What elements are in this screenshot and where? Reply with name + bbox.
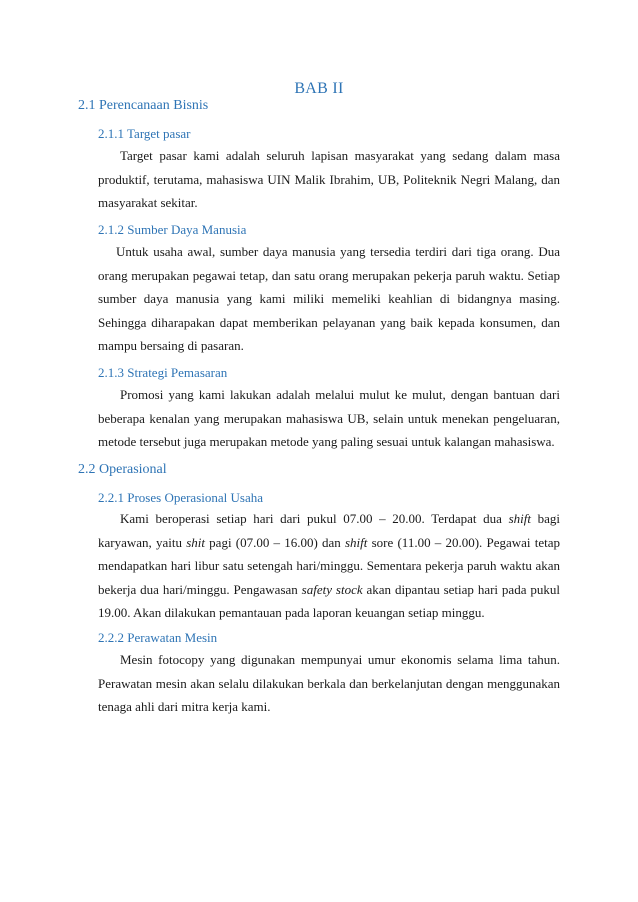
paragraph-text-part-4: sore (11.00 – 20.00). Pegawai tetap mendapatkan hari libur satu setengah hari/minggu. Sementara pekerja paruh waktu akan bekerja dua hari/minggu. Pengawasan	[98, 534, 560, 597]
emphasis-shift: shift	[508, 511, 531, 526]
paragraph-proses-operasional	[98, 507, 560, 625]
paragraph-text: Promosi yang kami lakukan adalah melalui mulut ke mulut, dengan bantuan dari beberapa kenalan yang merupakan mahasiswa UB, selain untuk menekan pengeluaran, metode tersebut juga merupakan metode yang paling sesuai untuk kalangan mahasiswa.	[98, 387, 560, 449]
paragraph-text-part-5: akan dipantau setiap hari pada pukul 19.00. Akan dilakukan pemantauan pada laporan keuangan setiap minggu.	[98, 581, 560, 620]
emphasis-shit: shit	[186, 534, 205, 550]
paragraph-text: Untuk usaha awal, sumber daya manusia yang tersedia terdiri dari tiga orang. Dua orang merupakan pegawai tetap, dan satu orang merupakan pekerja paruh waktu. Setiap sumber daya manusia yang kami miliki memeliki keahlian di bidangnya masing. Sehingga diharapakan dapat memberikan pelayanan yang baik kepada konsumen, dan mampu bersaing di pasaran.	[98, 244, 560, 353]
subsection-heading-2-1-1: 2.1.1 Target pasar	[98, 126, 191, 141]
paragraph-perawatan-mesin	[98, 648, 560, 719]
subsection-heading-2-1-3: 2.1.3 Strategi Pemasaran	[98, 365, 228, 380]
chapter-title: BAB II	[294, 80, 344, 97]
paragraph-sumber-daya-manusia	[98, 240, 560, 358]
emphasis-safety-stock: safety stock	[301, 581, 363, 597]
paragraph-text: Target pasar kami adalah seluruh lapisan masyarakat yang sedang dalam masa produktif, terutama, mahasiswa UIN Malik Ibrahim, UB, Politeknik Negri Malang, dan masyarakat sekitar.	[98, 148, 560, 210]
subsection-heading-2-1-2: 2.1.2 Sumber Daya Manusia	[98, 222, 247, 237]
section-heading-2-1: 2.1 Perencanaan Bisnis	[78, 98, 209, 113]
section-heading-2-2: 2.2 Operasional	[78, 462, 167, 477]
paragraph-text-part-1: Kami beroperasi setiap hari dari pukul 07.00 – 20.00. Terdapat dua	[120, 511, 509, 526]
emphasis-shift-2: shift	[345, 534, 368, 550]
subsection-heading-2-2-2: 2.2.2 Perawatan Mesin	[98, 630, 218, 645]
paragraph-text-part-3: pagi (07.00 – 16.00) dan	[204, 534, 345, 550]
subsection-heading-2-2-1: 2.2.1 Proses Operasional Usaha	[98, 490, 263, 505]
paragraph-text: Mesin fotocopy yang digunakan mempunyai umur ekonomis selama lima tahun. Perawatan mesin akan selalu dilakukan berkala dan berkelanjutan dengan menggunakan tenaga ahli dari mitra kerja kami.	[98, 652, 560, 714]
paragraph-target-pasar	[98, 144, 560, 215]
paragraph-strategi-pemasaran	[98, 383, 560, 454]
paragraph-text-part-2: bagi karyawan, yaitu	[98, 511, 560, 550]
